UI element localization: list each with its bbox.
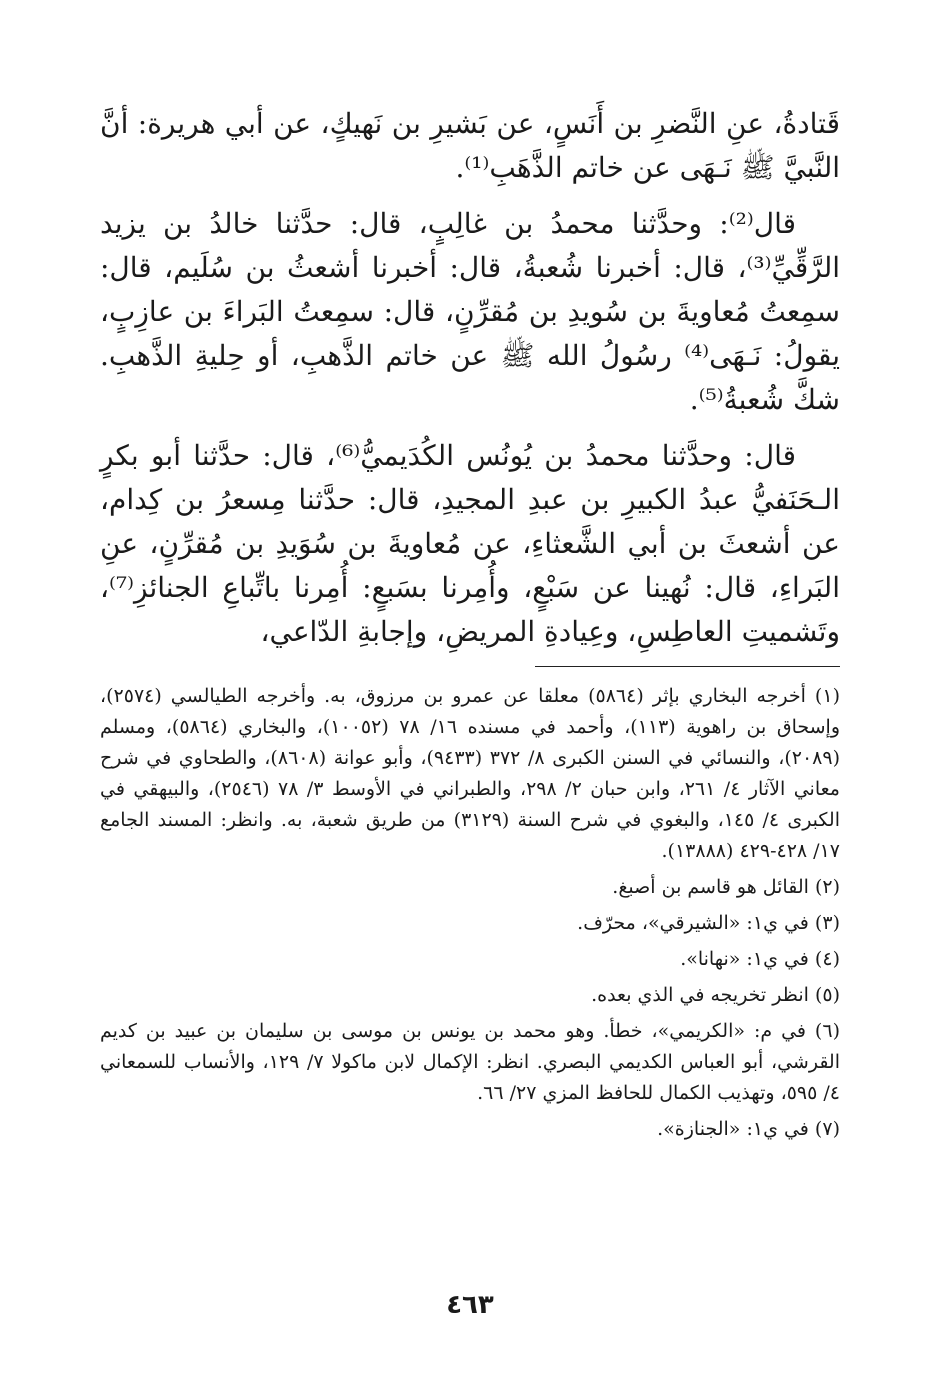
paragraph-1: قَتادةُ، عنِ النَّضرِ بن أَنَسٍ، عن بَشيرِ بن نَهيكٍ، عن أبي هريرة: أنَّ النَّبيَّ ﷺ نَـهَى عن خاتم الذَّهَبِ⁽¹⁾. [100,107,840,184]
page-number: ٤٦٣ [446,1290,494,1320]
footnote-7: (٧) في ي١: «الجنازة». [657,1118,840,1140]
footnote-4: (٤) في ي١: «نهانا». [680,948,840,970]
footnotes [100,681,840,1145]
footnote-5: (٥) انظر تخريجه في الذي بعده. [591,984,840,1006]
paragraph-2: قال⁽²⁾: وحدَّثنا محمدُ بن غالِبٍ، قال: حدَّثنا خالدُ بن يزيد الرَّقِّيِّ⁽³⁾، قال: أخبرنا شُعبةُ، قال: أخبرنا أشعثُ بن سُلَيم، قال: سمِعتُ مُعاويةَ بن سُويدِ بن مُقرِّنٍ، قال: سمِعتُ البَراءَ بن عازِبٍ، يقولُ: نَـهَى⁽⁴⁾ رسُولُ الله ﷺ عن خاتم الذَّهبِ، أو حِليةِ الذَّهبِ. شكَّ شُعبةُ⁽⁵⁾. [100,207,840,416]
footnote-6: (٦) في م: «الكريمي»، خطأ. وهو محمد بن يونس بن موسى بن سليمان بن عبيد بن كديم القرشي، أبو العباس الكديمي البصري. انظر: الإكمال لابن ماكولا ٧/ ١٢٩، والأنساب للسمعاني ٤/ ٥٩٥، وتهذيب الكمال للحافظ المزي ٢٧/ ٦٦. [100,1020,840,1104]
footnote-1: (١) أخرجه البخاري بإثر (٥٨٦٤) معلقا عن عمرو بن مرزوق، به. وأخرجه الطيالسي (٢٥٧٤)، وإسحاق بن راهوية (١١٣)، وأحمد في مسنده ١٦/ ٧٨ (١٠٠٥٢)، والبخاري (٥٨٦٤)، ومسلم (٢٠٨٩)، والنسائي في السنن الكبرى ٨/ ٣٧٢ (٩٤٣٣)، وأبو عوانة (٨٦٠٨)، والطحاوي في شرح معاني الآثار ٤/ ٢٦١، وابن حبان ٢/ ٢٩٨، والطبراني في الأوسط ٣/ ٧٨ (٢٥٤٦)، والبيهقي في الكبرى ٤/ ١٤٥، والبغوي في شرح السنة (٣١٢٩) من طريق شعبة، به. وانظر: المسند الجامع ١٧/ ٤٢٨-٤٢٩ (١٣٨٨٨). [100,685,841,862]
footnote-3: (٣) في ي١: «الشيرقي»، محرّف. [577,912,840,934]
main-text [100,102,840,654]
paragraph-3: قال: وحدَّثنا محمدُ بن يُونُس الكُدَيميُّ⁽⁶⁾، قال: حدَّثنا أبو بكرٍ الـحَنَفيُّ عبدُ الكبيرِ بن عبدِ المجيدِ، قال: حدَّثنا مِسعرُ بن كِدام، عن أشعثَ بن أبي الشَّعثاءِ، عن مُعاويةَ بن سُوَيدِ بن مُقرِّنٍ، عنِ البَراءِ، قال: نُهينا عن سَبْعٍ، وأُمِرنا بسَبعٍ: أُمِرنا باتِّباعِ الجنائزِ⁽⁷⁾، وتَشميتِ العاطِسِ، وعِيادةِ المريضِ، وإجابةِ الدّاعي، [100,439,840,648]
footnote-2: (٢) القائل هو قاسم بن أصبغ. [612,876,840,898]
book-page [100,102,840,1342]
footnote-divider [535,666,840,667]
